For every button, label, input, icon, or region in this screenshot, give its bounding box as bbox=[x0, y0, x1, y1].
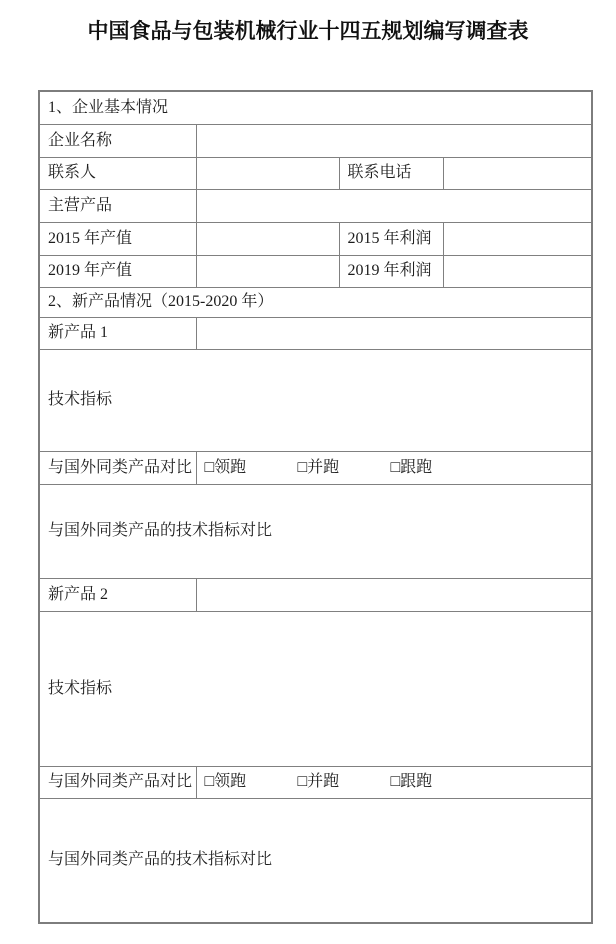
checkbox-icon: □ bbox=[204, 458, 215, 476]
checkbox-option-label: 领跑 bbox=[214, 773, 247, 790]
output-2019-input[interactable] bbox=[196, 255, 339, 287]
table-row bbox=[39, 124, 592, 157]
checkbox-option-label: 领跑 bbox=[214, 458, 247, 476]
checkbox-option-follow[interactable] bbox=[391, 772, 433, 792]
table-row bbox=[39, 578, 592, 611]
checkbox-option-par[interactable] bbox=[298, 458, 387, 478]
table-row bbox=[39, 157, 592, 189]
table-row bbox=[39, 766, 592, 798]
product1-compare-label: 与国外同类产品对比 bbox=[39, 451, 196, 484]
checkbox-option-lead[interactable] bbox=[205, 458, 294, 478]
section1-header: 1、企业基本情况 bbox=[39, 91, 592, 124]
product2-tech-compare-input[interactable] bbox=[39, 798, 592, 923]
table-row bbox=[39, 317, 592, 349]
profit-2019-input[interactable] bbox=[443, 255, 592, 287]
tech-specs-label: 技术指标 bbox=[48, 679, 113, 697]
checkbox-option-par[interactable] bbox=[298, 772, 387, 792]
profit-2015-label: 2015 年利润 bbox=[339, 222, 443, 255]
page-title: 中国食品与包装机械行业十四五规划编写调查表 bbox=[87, 20, 529, 43]
contact-label: 联系人 bbox=[39, 157, 196, 189]
checkbox-icon: □ bbox=[204, 773, 215, 790]
table-row bbox=[39, 611, 592, 766]
product1-tech-compare-input[interactable] bbox=[39, 484, 592, 578]
checkbox-icon: □ bbox=[390, 773, 401, 790]
table-row bbox=[39, 484, 592, 578]
product2-name-label: 新产品 2 bbox=[39, 578, 196, 611]
product2-name-input[interactable] bbox=[196, 578, 592, 611]
tech-specs-label: 技术指标 bbox=[48, 391, 113, 408]
product1-compare-options bbox=[196, 451, 592, 484]
table-row bbox=[39, 349, 592, 451]
profit-2015-input[interactable] bbox=[443, 222, 592, 255]
survey-table bbox=[38, 90, 593, 924]
product2-compare-label: 与国外同类产品对比 bbox=[39, 766, 196, 798]
table-row bbox=[39, 798, 592, 923]
checkbox-option-label: 并跑 bbox=[307, 773, 340, 790]
checkbox-option-follow[interactable] bbox=[391, 458, 433, 478]
contact-input[interactable] bbox=[196, 157, 339, 189]
output-2015-input[interactable] bbox=[196, 222, 339, 255]
checkbox-icon: □ bbox=[390, 458, 401, 476]
main-products-label: 主营产品 bbox=[39, 189, 196, 222]
section2-header: 2、新产品情况（2015-2020 年） bbox=[39, 287, 592, 317]
table-row bbox=[39, 222, 592, 255]
output-2019-label: 2019 年产值 bbox=[39, 255, 196, 287]
company-name-input[interactable] bbox=[196, 124, 592, 157]
product1-tech-specs-input[interactable] bbox=[39, 349, 592, 451]
product2-tech-specs-input[interactable] bbox=[39, 611, 592, 766]
checkbox-icon: □ bbox=[297, 458, 308, 476]
tech-compare-label: 与国外同类产品的技术指标对比 bbox=[48, 851, 273, 869]
tech-compare-label: 与国外同类产品的技术指标对比 bbox=[48, 522, 273, 539]
table-row bbox=[39, 91, 592, 124]
product2-compare-options bbox=[196, 766, 592, 798]
checkbox-option-lead[interactable] bbox=[205, 772, 294, 792]
table-row bbox=[39, 451, 592, 484]
main-products-input[interactable] bbox=[196, 189, 592, 222]
table-row bbox=[39, 255, 592, 287]
checkbox-option-label: 跟跑 bbox=[400, 773, 433, 790]
output-2015-label: 2015 年产值 bbox=[39, 222, 196, 255]
checkbox-icon: □ bbox=[297, 773, 308, 790]
checkbox-option-label: 跟跑 bbox=[400, 458, 433, 476]
product1-name-input[interactable] bbox=[196, 317, 592, 349]
phone-input[interactable] bbox=[443, 157, 592, 189]
table-row bbox=[39, 189, 592, 222]
table-row bbox=[39, 287, 592, 317]
profit-2019-label: 2019 年利润 bbox=[339, 255, 443, 287]
checkbox-option-label: 并跑 bbox=[307, 458, 340, 476]
company-name-label: 企业名称 bbox=[39, 124, 196, 157]
phone-label: 联系电话 bbox=[339, 157, 443, 189]
product1-name-label: 新产品 1 bbox=[39, 317, 196, 349]
